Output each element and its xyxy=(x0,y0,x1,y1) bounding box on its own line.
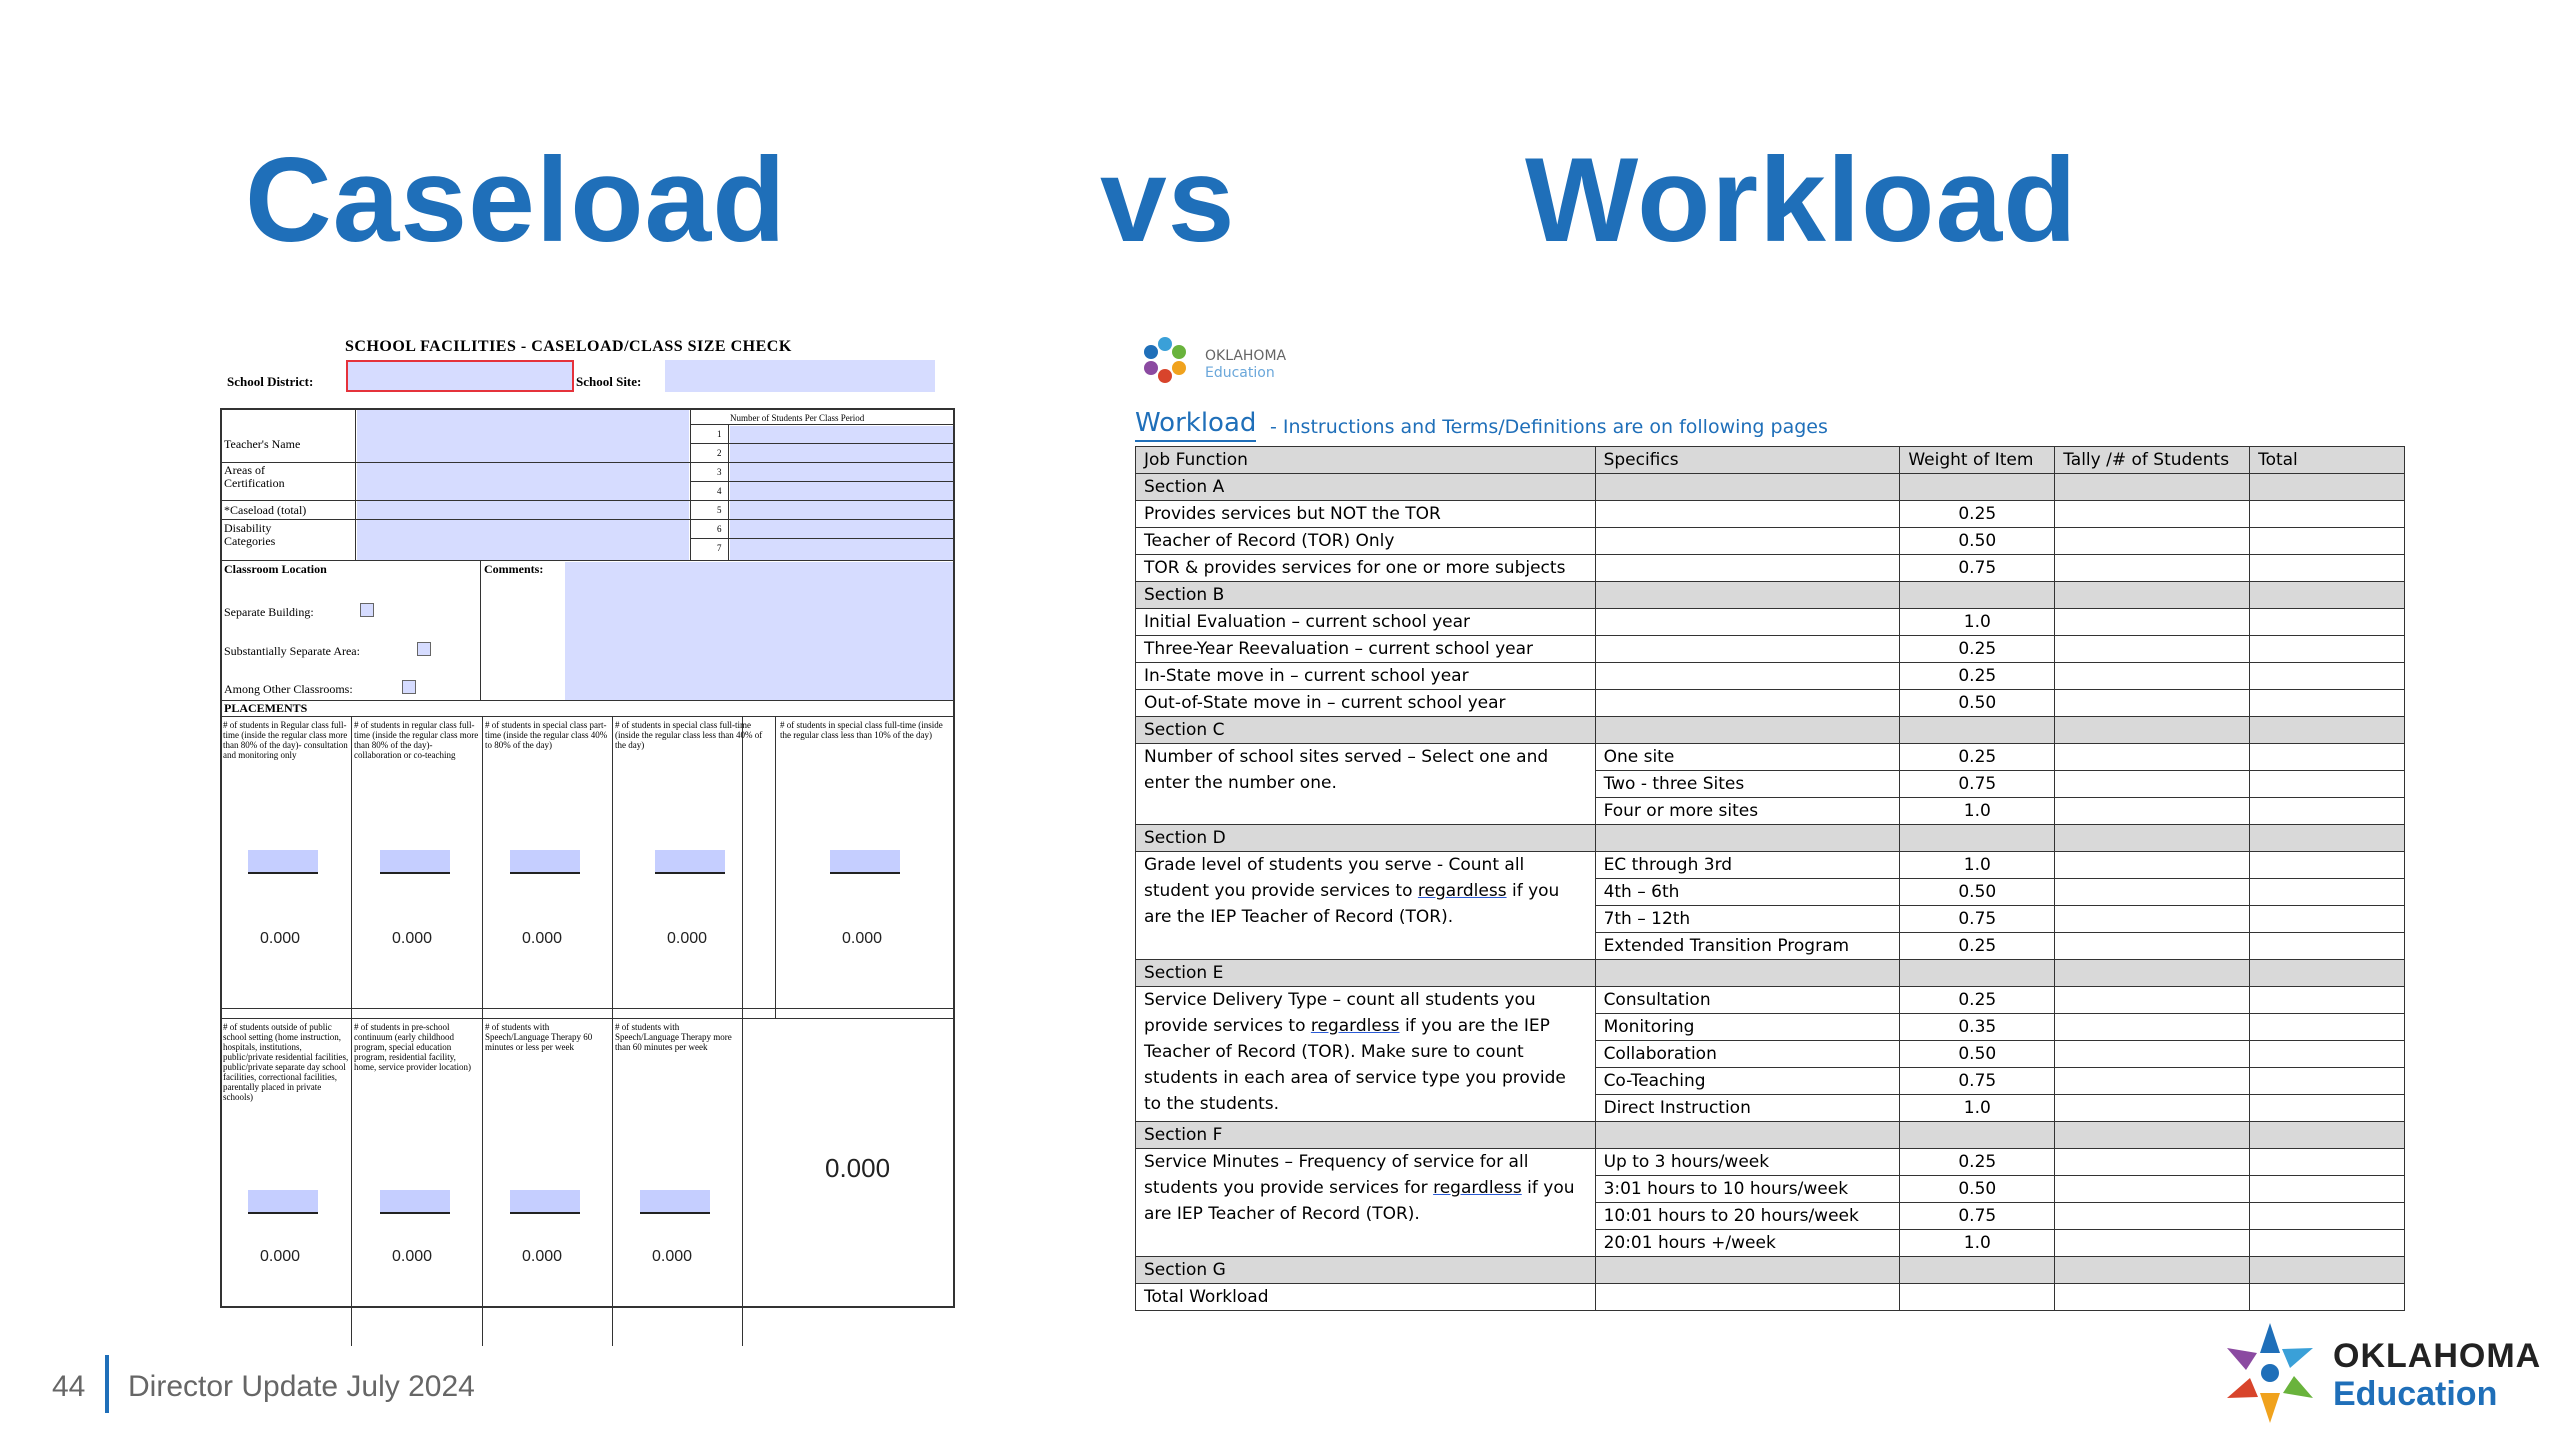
placement-r1-c2-value: 0.000 xyxy=(392,930,433,947)
placement-r1-c4-value: 0.000 xyxy=(667,930,708,947)
period-3: 3 xyxy=(717,467,722,477)
header-total: Total xyxy=(2250,447,2405,474)
section-b-label: Section B xyxy=(1136,582,1596,609)
placement-r1-c3-value: 0.000 xyxy=(522,930,563,947)
tally-cell[interactable] xyxy=(2055,1068,2250,1095)
table-row: Grade level of students you serve - Count all student you provide services to regardless if you are the IEP Teacher of Record (TOR). EC through 3rd 1.0 xyxy=(1136,852,2405,879)
period-4: 4 xyxy=(717,486,722,496)
table-row: Two - three Sites 0.75 xyxy=(1136,771,2405,798)
page-number: 44 xyxy=(52,1370,86,1403)
placement-r1-c2: # of students in regular class full-time (inside the regular class more than 80% of the day)- collaboration or co-teaching xyxy=(354,720,479,760)
section-e-label: Section E xyxy=(1136,960,1596,987)
table-row: 4th – 6th 0.50 xyxy=(1136,879,2405,906)
tally-cell[interactable] xyxy=(2055,609,2250,636)
table-row: Service Delivery Type – count all students you provide services to regardless if you are the IEP Teacher of Record (TOR). Make sure to count students in each area of service type you provide to the students. Consultation 0.25 xyxy=(1136,987,2405,1014)
table-row: Teacher of Record (TOR) Only 0.50 xyxy=(1136,528,2405,555)
school-site-field[interactable] xyxy=(665,360,935,392)
section-f-label: Section F xyxy=(1136,1122,1596,1149)
comments-field[interactable] xyxy=(565,562,953,700)
table-row: Three-Year Reevaluation – current school year 0.25 xyxy=(1136,636,2405,663)
table-row: Collaboration 0.50 xyxy=(1136,1041,2405,1068)
substantially-separate-label: Substantially Separate Area: xyxy=(224,644,360,658)
tally-cell[interactable] xyxy=(2055,1176,2250,1203)
placement-r1-c5-value: 0.000 xyxy=(842,930,883,947)
total-workload-cell[interactable] xyxy=(2250,1284,2405,1311)
section-g-label: Section G xyxy=(1136,1257,1596,1284)
table-row: Initial Evaluation – current school year 1.0 xyxy=(1136,609,2405,636)
table-row: Out-of-State move in – current school year 0.50 xyxy=(1136,690,2405,717)
placement-r1-c4-input[interactable] xyxy=(655,850,725,874)
tally-cell[interactable] xyxy=(2055,1149,2250,1176)
placement-r2-c3-value: 0.000 xyxy=(522,1248,563,1265)
teacher-name-label: Teacher's Name xyxy=(224,437,301,451)
table-row: Service Minutes – Frequency of service for all students you provide services for regardless if you are IEP Teacher of Record (TOR). Up to 3 hours/week 0.25 xyxy=(1136,1149,2405,1176)
comments-label: Comments: xyxy=(484,562,544,576)
separate-building-label: Separate Building: xyxy=(224,605,314,619)
oklahoma-education-logo-icon xyxy=(2215,1318,2325,1428)
tally-cell[interactable] xyxy=(2055,906,2250,933)
tally-cell[interactable] xyxy=(2055,1095,2250,1122)
placements-label: PLACEMENTS xyxy=(224,701,308,715)
tally-cell[interactable] xyxy=(2055,852,2250,879)
table-header-row xyxy=(1136,447,2405,474)
table-row: In-State move in – current school year 0.25 xyxy=(1136,663,2405,690)
table-row: Four or more sites 1.0 xyxy=(1136,798,2405,825)
placement-r1-c5: # of students in special class full-time (inside the regular class less than 10% of the day) xyxy=(780,720,943,740)
tally-cell[interactable] xyxy=(2055,987,2250,1014)
areas-of-cert-label: Areas of Certification xyxy=(224,463,285,490)
workload-subtitle: - Instructions and Terms/Definitions are on following pages xyxy=(1270,416,1828,438)
disability-categories-label: Disability Categories xyxy=(224,521,276,548)
footer-divider xyxy=(105,1355,109,1413)
header-specifics: Specifics xyxy=(1595,447,1900,474)
logo-text-education: Education xyxy=(2333,1375,2498,1413)
table-row: Monitoring 0.35 xyxy=(1136,1014,2405,1041)
tally-cell[interactable] xyxy=(2055,501,2250,528)
tally-cell[interactable] xyxy=(2055,690,2250,717)
placement-r1-c3: # of students in special class part-time (inside the regular class 40% to 80% of the day) xyxy=(485,720,608,750)
placement-r2-c3-input[interactable] xyxy=(510,1190,580,1214)
logo-text-oklahoma: OKLAHOMA xyxy=(2333,1337,2542,1375)
table-row: Co-Teaching 0.75 xyxy=(1136,1068,2405,1095)
placement-r2-c1-input[interactable] xyxy=(248,1190,318,1214)
school-site-label: School Site: xyxy=(576,374,642,389)
workload-sheet xyxy=(1135,330,2405,1310)
title-caseload: Caseload xyxy=(245,133,787,267)
placement-r2-c2: # of students in pre-school continuum (early childhood program, special education program, residential facility, home, service provider location) xyxy=(354,1022,471,1072)
table-row: Extended Transition Program 0.25 xyxy=(1136,933,2405,960)
tally-cell[interactable] xyxy=(2055,528,2250,555)
table-row: 3:01 hours to 10 hours/week 0.50 xyxy=(1136,1176,2405,1203)
placement-r1-c2-input[interactable] xyxy=(380,850,450,874)
table-row: 7th – 12th 0.75 xyxy=(1136,906,2405,933)
placement-r2-c4-input[interactable] xyxy=(640,1190,710,1214)
placement-r1-c1: # of students in Regular class full-time (inside the regular class more than 80% of the day)- consultation and monitoring only xyxy=(223,720,348,760)
total-workload-label: Total Workload xyxy=(1136,1284,1596,1311)
among-other-label: Among Other Classrooms: xyxy=(224,682,353,696)
school-district-label: School District: xyxy=(227,374,314,389)
oklahoma-education-logo-small xyxy=(1135,330,1195,390)
table-row: 10:01 hours to 20 hours/week 0.75 xyxy=(1136,1203,2405,1230)
footer-text: Director Update July 2024 xyxy=(128,1370,475,1403)
header-job-function: Job Function xyxy=(1136,447,1596,474)
table-row: Provides services but NOT the TOR 0.25 xyxy=(1136,501,2405,528)
period-1: 1 xyxy=(717,429,722,439)
tally-cell[interactable] xyxy=(2055,744,2250,771)
separate-building-checkbox[interactable] xyxy=(360,603,374,617)
table-row: Number of school sites served – Select one and enter the number one. One site 0.25 xyxy=(1136,744,2405,771)
period-6: 6 xyxy=(717,524,722,534)
caseload-form xyxy=(220,338,955,1308)
placement-r1-c1-value: 0.000 xyxy=(260,930,301,947)
tally-cell[interactable] xyxy=(2055,636,2250,663)
placement-r1-c4: # of students in special class full-time (inside the regular class less than 40% of the day) xyxy=(615,720,763,750)
placement-r2-c1-value: 0.000 xyxy=(260,1248,301,1265)
section-c-label: Section C xyxy=(1136,717,1596,744)
title-workload: Workload xyxy=(1525,133,2078,267)
classroom-location-label: Classroom Location xyxy=(224,562,327,576)
placement-r2-c4-value: 0.000 xyxy=(652,1248,693,1265)
period-5: 5 xyxy=(717,505,722,515)
tally-cell[interactable] xyxy=(2055,663,2250,690)
tally-cell[interactable] xyxy=(2055,1014,2250,1041)
header-tally: Tally /# of Students xyxy=(2055,447,2250,474)
form-title: SCHOOL FACILITIES - CASELOAD/CLASS SIZE CHECK xyxy=(345,338,792,355)
placement-r1-c3-input[interactable] xyxy=(510,850,580,874)
placement-r2-c2-input[interactable] xyxy=(380,1190,450,1214)
tally-cell[interactable] xyxy=(2055,879,2250,906)
placement-total-value: 0.000 xyxy=(825,1153,891,1183)
table-row: 20:01 hours +/week 1.0 xyxy=(1136,1230,2405,1257)
section-a-label: Section A xyxy=(1136,474,1596,501)
tally-cell[interactable] xyxy=(2055,933,2250,960)
title-vs: vs xyxy=(1100,133,1236,267)
tally-cell[interactable] xyxy=(2055,798,2250,825)
placement-r2-c2-value: 0.000 xyxy=(392,1248,433,1265)
period-2: 2 xyxy=(717,448,722,458)
students-per-period-header: Number of Students Per Class Period xyxy=(730,413,865,423)
placement-r2-c1: # of students outside of public school setting (home instruction, hospitals, institutions, public/private residential facilities, public/private separate day school facilities, correctional facilities, parentally placed in private schools) xyxy=(223,1022,349,1102)
tally-cell[interactable] xyxy=(2055,771,2250,798)
among-other-checkbox[interactable] xyxy=(402,680,416,694)
substantially-separate-checkbox[interactable] xyxy=(417,642,431,656)
placement-r2-c4: # of students with Speech/Language Therapy more than 60 minutes per week xyxy=(615,1022,732,1052)
logo-small-text: OKLAHOMA Education xyxy=(1205,348,1287,381)
teacher-info-fields[interactable] xyxy=(357,410,689,560)
section-d-label: Section D xyxy=(1136,825,1596,852)
header-weight: Weight of Item xyxy=(1900,447,2055,474)
school-district-field[interactable] xyxy=(346,360,574,392)
tally-cell[interactable] xyxy=(2055,555,2250,582)
workload-table xyxy=(1135,446,2405,1311)
period-count-fields[interactable] xyxy=(730,426,953,560)
placement-r2-c3: # of students with Speech/Language Therapy 60 minutes or less per week xyxy=(485,1022,593,1052)
tally-cell[interactable] xyxy=(2055,1230,2250,1257)
placement-r1-c5-input[interactable] xyxy=(830,850,900,874)
workload-title: Workload xyxy=(1135,408,1256,442)
period-7: 7 xyxy=(717,543,722,553)
placement-r1-c1-input[interactable] xyxy=(248,850,318,874)
table-row: Direct Instruction 1.0 xyxy=(1136,1095,2405,1122)
tally-cell[interactable] xyxy=(2055,1041,2250,1068)
table-row xyxy=(1136,1284,2405,1311)
tally-cell[interactable] xyxy=(2055,1203,2250,1230)
caseload-total-label: *Caseload (total) xyxy=(224,503,307,517)
table-row: TOR & provides services for one or more subjects 0.75 xyxy=(1136,555,2405,582)
